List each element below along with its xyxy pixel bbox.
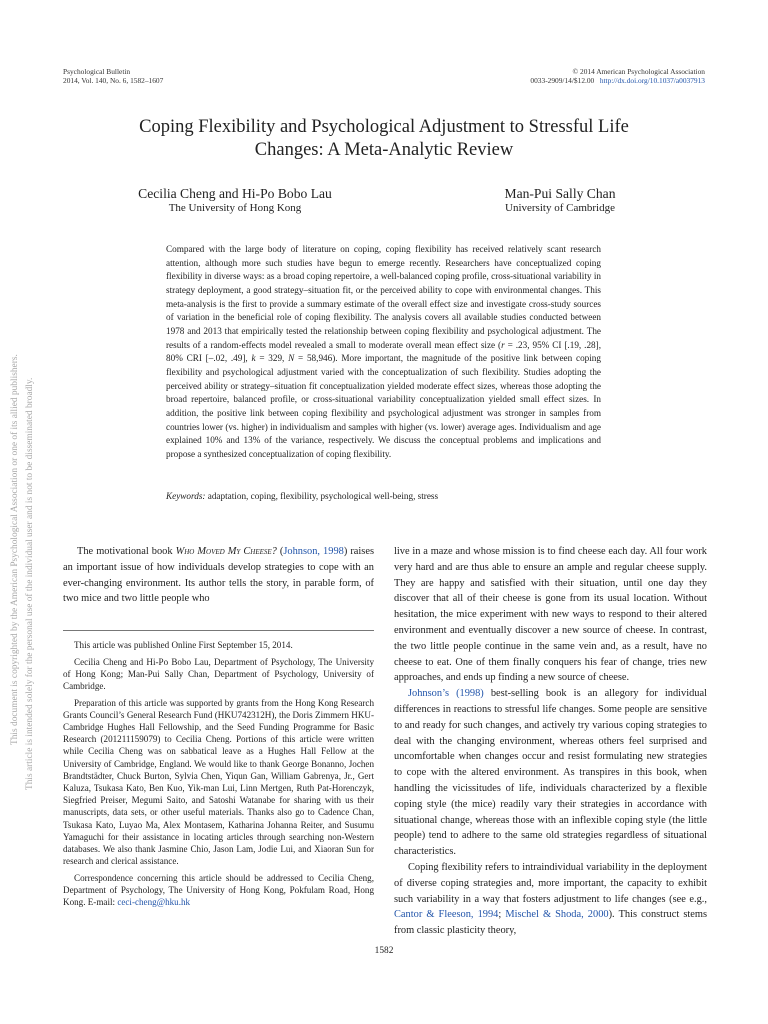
side-copyright-notice-line-1: This document is copyrighted by the American Psychological Association or one of its allied publishers. <box>10 354 20 745</box>
footnote-acknowledgments: Preparation of this article was supported by grants from the Hong Kong Research Grants Council’s General Research Fund (HKU742312H), the Doris Zimmern HKU-Cambridge Hughes Hall Fellowship, and the Seed Funding Programme for Basic Research (201211159079) to Cecilia Cheng. Portions of this article were written while Cecilia Cheng was on sabbatical leave as a Hughes Hall Fellow at the University of Cambridge, England. We would like to thank George Bonanno, Jochen Brandtstädter, Chuck Burton, Sylvia Chen, Yiqun Gan, William Gabrenya, Jr., Gert Kaluza, Tsukasa Kato, Ben Kuo, Yik-man Lui, Linn Mertgen, Ruth Pat-Horenczyk, Siegfried Preiser, Megumi Saito, and Satoshi Watanabe for sharing with us their manuscripts, data sets, or other useful materials. Thanks also go to Cadence Chan, Tsukasa Kato, Luyao Ma, Alex Montasem, Katharina Johanna Reiter, and Susumu Yamaguchi for their assistance in locating articles through searching non-Western databases. We also thank Jasmine Chio, Jason Lam, Jodie Lui, and Xiaoran Sun for research and clerical assistance. <box>63 697 374 867</box>
journal-volume: 2014, Vol. 140, No. 6, 1582–1607 <box>63 76 164 85</box>
body-text: Coping flexibility refers to intraindividual variability in the deployment of diverse coping strategies and, more important, the capacity to exhibit such variability in a way that fosters adjustment to life changes (see e.g., <box>394 861 707 905</box>
author-block-1 <box>110 186 360 215</box>
footnotes <box>63 639 374 913</box>
citation-link[interactable]: Johnson, 1998 <box>283 546 344 557</box>
stat-symbol-r: r <box>501 339 505 350</box>
abstract-text: = 329, <box>255 353 289 364</box>
abstract-text: = .23, 95% CI [.19, .28], 80% CRI [–.02, .49], <box>166 339 601 364</box>
body-text: ; <box>498 909 506 921</box>
book-title: Who Moved My Cheese? <box>175 546 277 557</box>
keywords-label: Keywords: <box>166 491 206 501</box>
paragraph <box>394 686 707 860</box>
stat-symbol-k: k <box>251 353 256 364</box>
journal-header <box>63 67 163 85</box>
footnote-published: This article was published Online First September 15, 2014. <box>74 640 293 650</box>
keywords-text: adaptation, coping, flexibility, psychological well-being, stress <box>205 491 439 501</box>
issn-doi-line <box>530 76 705 85</box>
article-title <box>60 116 708 162</box>
right-column-body <box>394 544 707 939</box>
author-affiliation: University of Cambridge <box>505 202 615 214</box>
journal-name: Psychological Bulletin <box>63 67 131 76</box>
left-column-body <box>63 544 374 607</box>
body-text: The motivational book <box>77 546 176 557</box>
title-line-1: Coping Flexibility and Psychological Adjustment to Stressful Life <box>139 117 629 137</box>
footnote-correspondence <box>63 872 374 909</box>
paragraph <box>394 860 707 939</box>
abstract-text: Compared with the large body of literature on coping, coping flexibility has received relatively scant research attention, although more such studies have begun to emerge recently. Researchers have conceptualized coping flexibility in diverse ways: as a broad coping repertoire, a well-balanced coping profile, cross-situational variability in strategy deployment, a good strategy–situation fit, or the perceived ability to cope with environmental changes. This meta-analysis is the first to provide a summary estimate of the overall effect size and investigate cross-study sources of variation in the beneficial role of coping flexibility. The analysis covers all available studies conducted between 1978 and 2013 that empirically tested the relationship between coping flexibility and psychological adjustment. The results of a random-effects model revealed a small to moderate overall mean effect size ( <box>166 244 601 350</box>
keywords <box>166 490 601 502</box>
paragraph <box>63 544 374 607</box>
copyright-header <box>530 67 705 85</box>
abstract-text: = 58,946). More important, the magnitude of the positive link between coping flexibility and psychological adjustment varied with the conceptualization of such flexibility. Studies adopting the perceived ability or strategy–situation fit conceptualization yielded moderate effect sizes, whereas those adopting the broad repertoire, balanced profile, or cross-situational variability conceptualization yielded small effect sizes. In addition, the positive link between coping flexibility and psychological adjustment was stronger in samples from countries lower (vs. higher) in individualism and samples with higher (vs. lower) average ages. Individualism and age explained 10% and 13% of the variance, respectively. We discuss the conceptual problems and implications and propose a synthesized conceptualization of coping flexibility. <box>166 353 601 459</box>
author-affiliation: The University of Hong Kong <box>168 202 302 214</box>
side-copyright-notice-line-2: This article is intended solely for the personal use of the individual user and is not to be disseminated broadly. <box>25 377 35 790</box>
page-number: 1582 <box>374 946 394 956</box>
author-names: Cecilia Cheng and Hi-Po Bobo Lau <box>138 186 332 201</box>
stat-symbol-n: N <box>288 353 295 364</box>
paragraph: live in a maze and whose mission is to find cheese each day. All four work very hard and are thus able to ensure an ample and regular cheese supply. They are happy and satisfied with their situation, until one day they discover that all of their cheese is gone from its usual location. Without hesitation, the mice experiment with new ways to respond to their altered environment and eventually discover a new source of cheese. In contrast, the two little people continue in the same vein and, as a result, have no cheese to eat. One of them finally conquers his fear of change, tries new approaches, and ends up finding a new source of cheese. <box>394 546 707 684</box>
citation-link[interactable]: Mischel & Shoda, 2000 <box>505 909 609 921</box>
body-text: ). This construct stems from classic plasticity theory, <box>394 909 707 937</box>
footnote-divider <box>63 630 374 631</box>
body-text: ) raises an important issue of how individuals develop strategies to cope with an ever-changing environment. Its author tells the story, in parable form, of two mice and two little people who <box>63 546 375 605</box>
citation-link[interactable]: Cantor & Fleeson, 1994 <box>394 909 499 921</box>
copyright-notice: © 2014 American Psychological Association <box>572 67 705 76</box>
abstract <box>166 243 601 462</box>
author-block-2 <box>470 186 650 215</box>
title-line-2: Changes: A Meta-Analytic Review <box>254 140 514 160</box>
issn: 0033-2909/14/$12.00 <box>530 76 595 85</box>
footnote-affiliations: Cecilia Cheng and Hi-Po Bobo Lau, Department of Psychology, The University of Hong Kong; Man-Pui Sally Chan, Department of Psychology, University of Cambridge. <box>63 656 374 691</box>
correspondence-text: Correspondence concerning this article should be addressed to Cecilia Cheng, Department of Psychology, The University of Hong Kong, Pokfulam Road, Hong Kong. E-mail: <box>63 872 374 908</box>
author-names: Man-Pui Sally Chan <box>504 186 616 201</box>
body-text: best-selling book is an allegory for individual differences in reactions to stressful life changes. Some people are sensitive to and ready for such changes, and actively try various coping strategies to deal with the changing environment, whereas others feel surprised and uncomfortable when changes occur and resist formulating new strategies to cope with the altered environment. As transpires in this book, when handling the vicissitudes of life, individuals characterized by a flexible coping style (the mice) readily vary their strategies in accordance with situational change, whereas those with an inflexible coping style (the little people) tend to adhere to the same old strategies regardless of situational characteristics. <box>394 688 708 858</box>
doi-link[interactable]: http://dx.doi.org/10.1037/a0037913 <box>599 76 705 85</box>
citation-link[interactable]: Johnson’s (1998) <box>408 688 484 700</box>
email-link[interactable]: ceci-cheng@hku.hk <box>117 897 191 908</box>
body-text: ( <box>276 546 284 557</box>
